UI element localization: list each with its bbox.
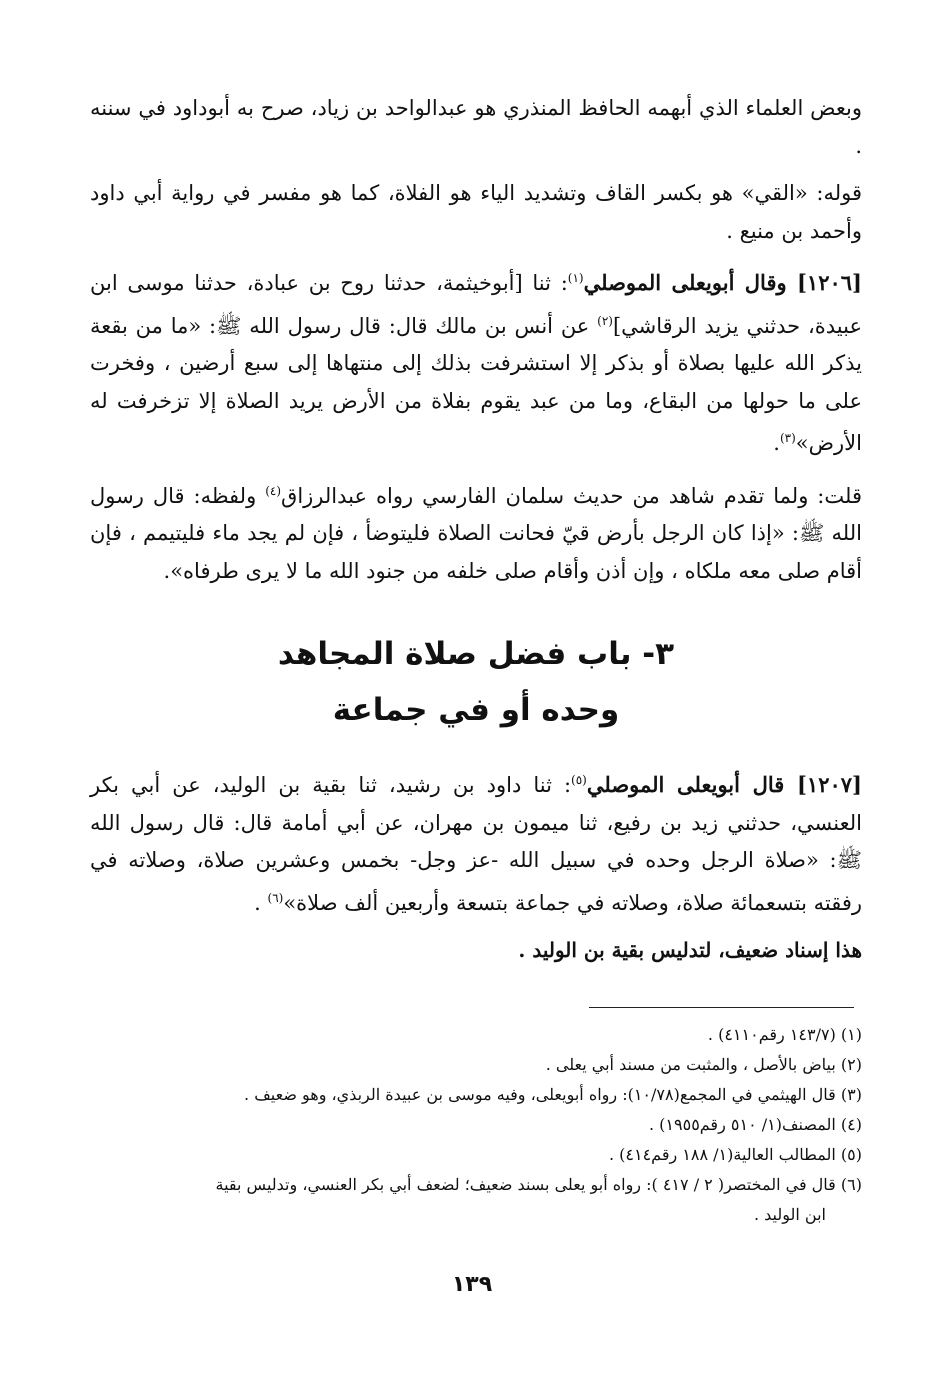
footnote-6-line-1: (٦) قال في المختصر( ٢ / ٤١٧ ): رواه أبو يعلى بسند ضعيف؛ لضعف أبي بكر العنسي، وتدليس بقية [215, 1175, 862, 1194]
hadith-1207-text: : ثنا داود بن رشيد، ثنا بقية بن الوليد، عن أبي بكر العنسي، حدثني زيد بن رفيع، ثنا ميمون بن مهران، عن أبي أمامة قال: قال رسول الله ﷺ: «صلاة الرجل وحده في سبيل الله -عز وجل- بخمس وعشرين صلاة، وصلاته في رفقته بتسعمائة صلاة، وصلاته في جماعة بتسعة وأربعين ألف صلاة» [90, 773, 862, 915]
hadith-1206-text-b: عن أنس بن مالك قال: قال رسول الله ﷺ: «ما من بقعة يذكر الله عليها بصلاة أو بذكر إلا استشرفت بذلك إلى منتهاها إلى سبع أرضين ، وفخرت على ما حولها من البقاع، وما من عبد يقوم بفلاة من الأرض يريد الصلاة إلا تزخرفت له الأرض» [90, 313, 862, 455]
paragraph-1 [90, 90, 862, 165]
hadith-1206-text-a: : ثنا [أبوخيثمة، حدثنا روح بن عبادة، حدثنا موسى ابن عبيدة، حدثني يزيد الرقاشي] [90, 271, 862, 338]
page-number: ١٣٩ [451, 1272, 493, 1297]
footnote-1: (١) (١٤٣/٧ رقم٤١١٠) . [707, 1025, 862, 1044]
footnote-3: (٣) قال الهيثمي في المجمع(١٠/٧٨): رواه أبويعلى، وفيه موسى بن عبيدة الربذي، وهو ضعيف . [244, 1085, 862, 1104]
footnotes [82, 1020, 862, 1230]
hadith-1207 [90, 762, 862, 922]
hadith-1207-end: . [254, 890, 268, 915]
footnote-divider [589, 1007, 854, 1008]
paragraph-1-text: وبعض العلماء الذي أبهمه الحافظ المنذري هو عبدالواحد بن زياد، صرح به أبوداود في سننه . [90, 96, 862, 158]
hadith-1206-lead: [١٢٠٦] وقال أبويعلى الموصلي [583, 270, 862, 295]
commentary-text-a: قلت: ولما تقدم شاهد من حديث سلمان الفارسي رواه عبدالرزاق [281, 483, 862, 508]
footnote-6 [82, 1170, 862, 1230]
footnote-5: (٥) المطالب العالية(١/ ١٨٨ رقم٤١٤) . [608, 1145, 862, 1164]
hadith-1206-end: . [773, 431, 780, 455]
isnad-judgement: هذا إسناد ضعيف، لتدليس بقية بن الوليد . [518, 938, 862, 962]
chapter-heading [90, 626, 862, 738]
hadith-1207-lead: [١٢٠٧] قال أبويعلى الموصلي [586, 772, 862, 797]
footnote-6-line-2: ابن الوليد . [753, 1205, 826, 1224]
commentary-text-b: ولفظه: قال رسول الله ﷺ: «إذا كان الرجل بأرض قيّ فحانت الصلاة فليتوضأ ، فإن لم يجد ماء فليتيمم ، فإن أقام صلى معه ملكاه ، وإن أذن وأقام صلى خلفه من جنود الله ما لا يرى طرفاه». [90, 483, 862, 583]
footnote-ref-3[interactable]: (٣) [779, 431, 796, 445]
footnote-ref-5[interactable]: (٥) [571, 773, 587, 787]
footnote-ref-6[interactable]: (٦) [267, 890, 284, 905]
chapter-heading-line-1: ٣- باب فضل صلاة المجاهد [277, 636, 675, 672]
footnote-4: (٤) المصنف(١/ ٥١٠ رقم١٩٥٥) . [648, 1115, 862, 1134]
hadith-1206 [90, 260, 862, 463]
footnote-ref-4[interactable]: (٤) [265, 483, 282, 498]
footnote-2: (٢) بياض بالأصل ، والمثبت من مسند أبي يعلى . [545, 1055, 862, 1074]
footnote-ref-2[interactable]: (٢) [597, 313, 613, 328]
paragraph-2 [90, 175, 862, 250]
page-body [90, 90, 862, 969]
footnote-ref-1[interactable]: (١) [567, 271, 584, 285]
paragraph-2-text: قوله: «القي» هو بكسر القاف وتشديد الياء هو الفلاة، كما هو مفسر في رواية أبي داود وأحمد بن منيع . [90, 181, 862, 243]
chapter-heading-line-2: وحده أو في جماعة [332, 692, 620, 728]
commentary-paragraph [90, 473, 862, 591]
